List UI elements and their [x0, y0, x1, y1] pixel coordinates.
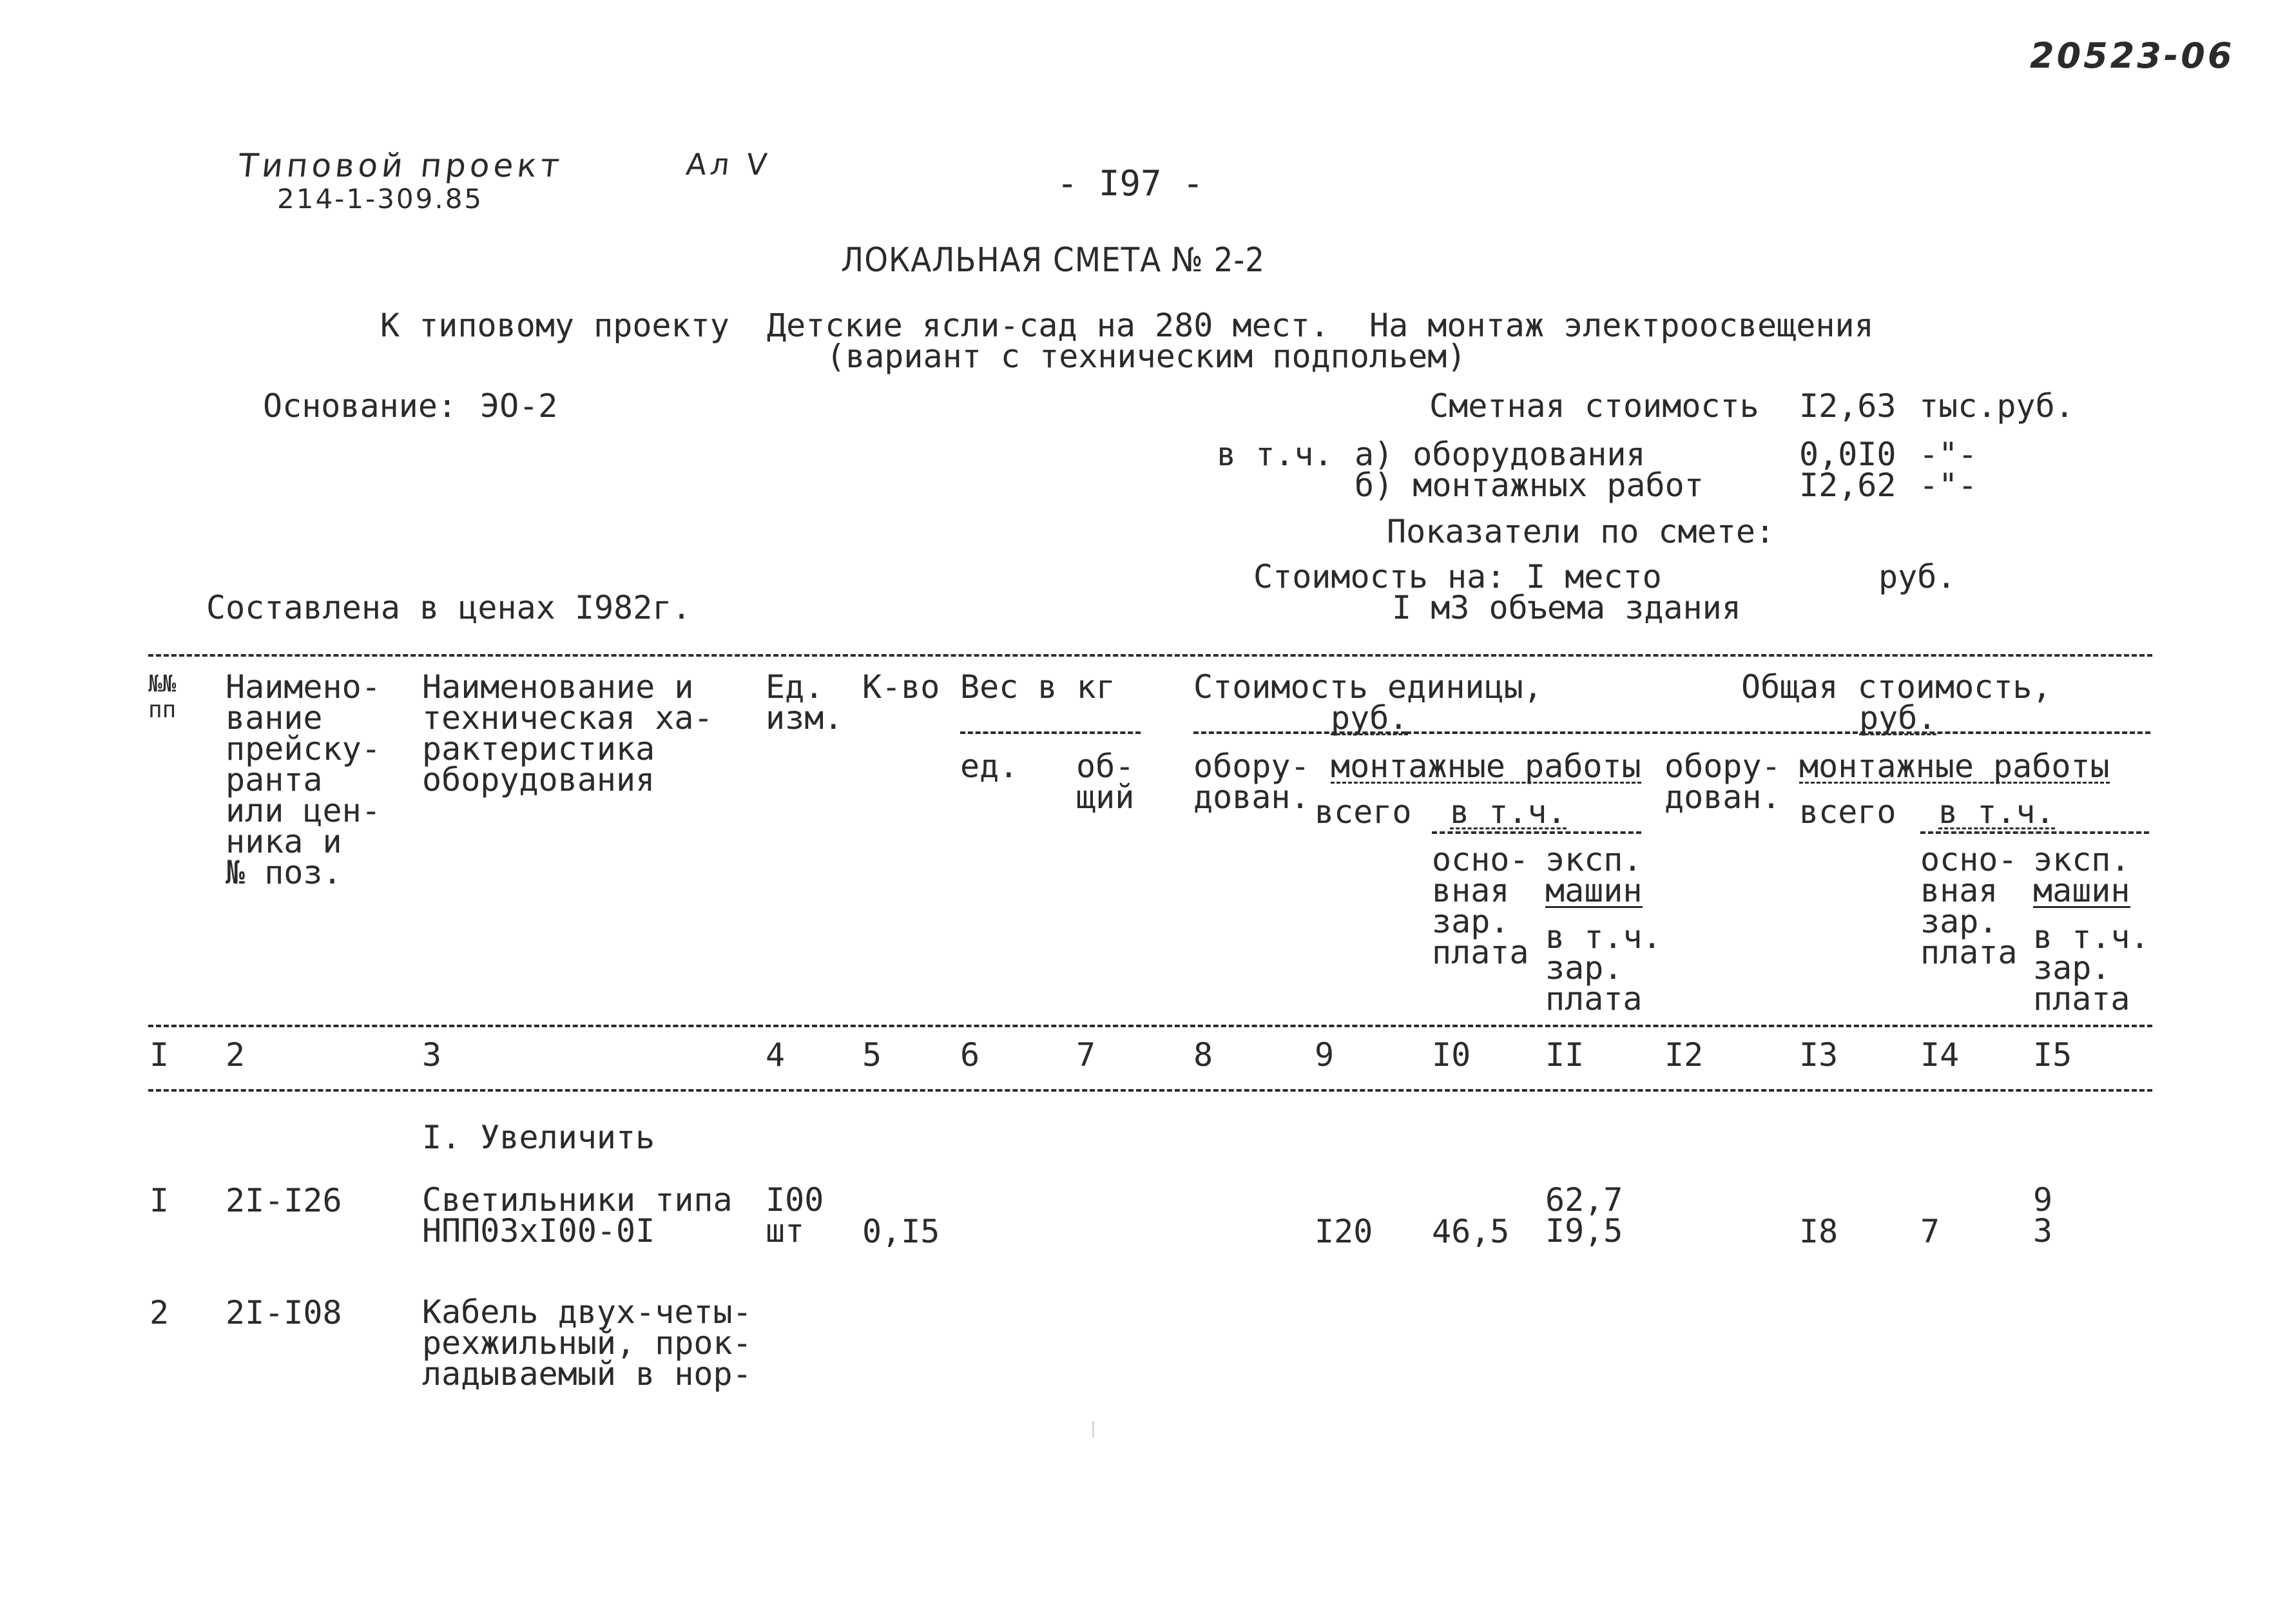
col-header-unit: Ед. изм.: [766, 668, 844, 737]
row1-total-base-wage: 7: [1920, 1213, 1940, 1250]
mounting-cost-label: б) монтажных работ: [1355, 467, 1704, 504]
col-header-incl: в т.ч.: [1450, 793, 1567, 831]
equipment-cost-label: а) оборудования: [1355, 436, 1646, 473]
col-header-mounting: монтажные работы: [1331, 748, 1641, 785]
col-header-total-cost-rub: руб.: [1859, 699, 1937, 737]
basis-label: Основание:: [263, 387, 458, 425]
col-header-base-wage: осно- вная зар. плата: [1432, 841, 1529, 971]
scan-mark: [1092, 1421, 1094, 1438]
column-number: 7: [1076, 1036, 1096, 1074]
prices-note: Составлена в ценах I982г.: [206, 589, 691, 626]
column-number: I2: [1664, 1036, 1704, 1074]
estimated-cost-unit: тыс.руб.: [1919, 387, 2074, 425]
page-number: - I97 -: [1057, 163, 1204, 204]
column-number: 3: [422, 1036, 442, 1074]
col-header-total-cost: Общая стоимость,: [1741, 668, 2052, 706]
col-header-total-base-wage: осно- вная зар. плата: [1920, 841, 2018, 971]
header-top-rule: [148, 654, 2152, 657]
cost-rule-right: [1406, 731, 2150, 734]
stamp-project-type: Типовой проект: [236, 147, 565, 184]
row2-pricelist-code: 2I-I08: [226, 1294, 342, 1331]
column-number: II: [1545, 1036, 1585, 1074]
indicators-label: Показатели по смете:: [1387, 513, 1775, 550]
page-title: ЛОКАЛЬНАЯ СМЕТА № 2-2: [841, 241, 1265, 280]
total-incl-rule: [1920, 831, 2149, 834]
column-number: I5: [2033, 1036, 2072, 1074]
row1-unit: I00 шт: [766, 1181, 824, 1250]
column-number: 4: [766, 1036, 786, 1074]
column-number: I: [150, 1036, 169, 1074]
row1-name: Светильники типа НПП03хI00-0I: [422, 1181, 733, 1250]
col-header-quantity: К-во: [862, 668, 940, 706]
row1-number: I: [150, 1182, 169, 1219]
project-variant: (вариант с техническим подпольем): [826, 338, 1467, 375]
row1-total-mounting: I8: [1799, 1213, 1838, 1250]
section-title: I. Увеличить: [422, 1119, 655, 1156]
stamp-album: Ал V: [684, 147, 773, 182]
column-number: 5: [862, 1036, 882, 1074]
col-header-weight: Вес в кг: [960, 668, 1115, 706]
incl-label: в т.ч.: [1217, 436, 1333, 473]
column-number: I3: [1799, 1036, 1838, 1074]
estimated-cost-value: I2,63: [1799, 387, 1896, 425]
column-number: 6: [960, 1036, 980, 1074]
column-number: 9: [1315, 1036, 1335, 1074]
row2-name: Кабель двух-четы- рехжильный, прок- ладываемый в нор-: [422, 1293, 752, 1393]
col-header-name: Наименование и техническая ха- рактеристика оборудования: [422, 668, 713, 798]
weight-rule: [960, 731, 1141, 734]
row1-pricelist-code: 2I-I26: [226, 1182, 342, 1219]
col-header-total-machines-wage: в т.ч. зар. плата: [2033, 918, 2150, 1018]
col-header-machines: эксп. машин: [1545, 841, 1643, 909]
col-header-number: №№ пп: [148, 671, 177, 723]
per-place-label: I место: [1526, 558, 1662, 595]
col-header-mounting-total: всего: [1315, 793, 1412, 831]
column-number: I4: [1920, 1036, 1960, 1074]
basis-value: ЭО-2: [480, 387, 558, 425]
col-header-total-incl: в т.ч.: [1938, 793, 2055, 831]
col-header-equipment: обору- дован.: [1193, 748, 1310, 816]
col-header-pricelist: Наимено- вание прейску- ранта или цен- ника и № поз.: [226, 668, 381, 891]
row1-total-machines: 9 3: [2033, 1181, 2053, 1250]
estimated-cost-label: Сметная стоимость: [1429, 387, 1759, 425]
column-number: 8: [1193, 1036, 1213, 1074]
mounting-cost-value: I2,62: [1799, 467, 1896, 504]
stamp-project-number: 214-1-309.85: [277, 183, 484, 215]
project-work: На монтаж электроосвещения: [1369, 307, 1874, 344]
per-m3-label: I м3 объема здания: [1392, 589, 1741, 626]
row1-base-wage: 46,5: [1432, 1213, 1510, 1250]
row1-machines: 62,7 I9,5: [1545, 1181, 1623, 1250]
equipment-cost-value: 0,0I0: [1799, 436, 1896, 473]
col-header-unit-cost: Стоимость единицы,: [1193, 668, 1543, 706]
col-header-unit-cost-rub: руб.: [1331, 699, 1409, 737]
cost-on-label: Стоимость на:: [1253, 558, 1506, 595]
incl-rule: [1432, 831, 1641, 834]
equipment-cost-unit: -"-: [1919, 436, 1978, 473]
project-label: К типовому проекту: [380, 307, 729, 344]
project-name: Детские ясли-сад на 280 мест.: [767, 307, 1329, 344]
column-numbers-rule: [148, 1089, 2152, 1092]
row2-number: 2: [150, 1294, 169, 1331]
col-header-total-equipment: обору- дован.: [1664, 748, 1781, 816]
per-place-unit: руб.: [1878, 558, 1956, 595]
column-number: 2: [226, 1036, 246, 1074]
row1-quantity: 0,I5: [862, 1213, 940, 1250]
col-header-total-mounting: монтажные работы: [1799, 748, 2110, 785]
column-number: I0: [1432, 1036, 1471, 1074]
document-code: 20523-06: [2030, 35, 2235, 76]
header-bottom-rule: [148, 1025, 2152, 1027]
col-header-machines-wage: в т.ч. зар. плата: [1545, 918, 1662, 1018]
mounting-cost-unit: -"-: [1919, 467, 1978, 504]
col-header-total-mounting-total: всего: [1799, 793, 1896, 831]
col-header-weight-total: об- щий: [1076, 748, 1135, 816]
col-header-total-machines: эксп. машин: [2033, 841, 2130, 909]
col-header-weight-unit: ед.: [960, 748, 1019, 785]
row1-mounting-total: I20: [1315, 1213, 1373, 1250]
